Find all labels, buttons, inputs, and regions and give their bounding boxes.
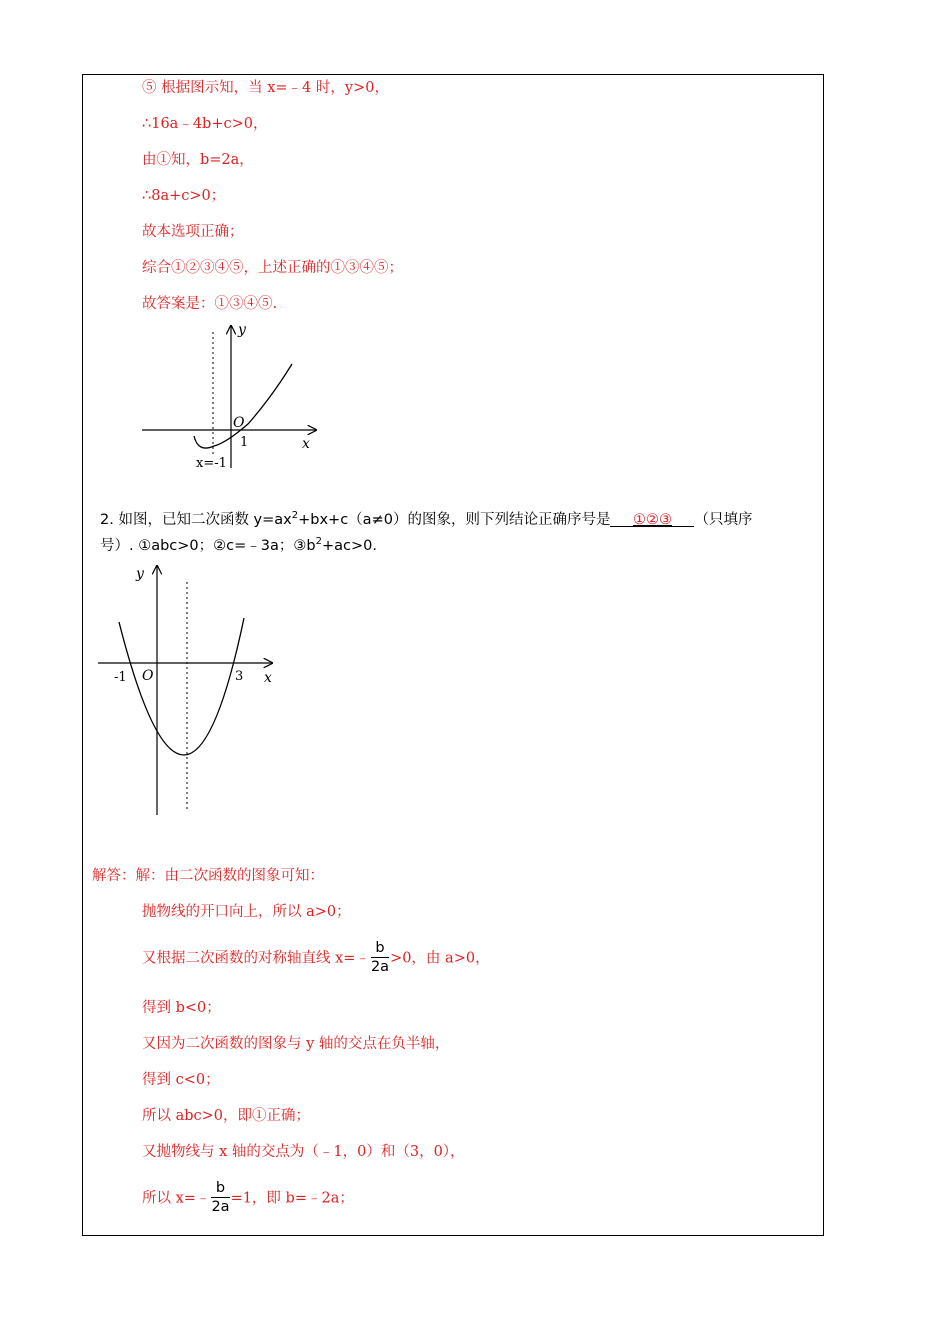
fraction-b-over-2a-2: $\frac{b}{2a}$ <box>211 1180 230 1215</box>
solution-2-line-3: 得到 b<0； <box>142 1000 221 1016</box>
answer-blank: ①②③ <box>632 511 672 528</box>
parabola-curve <box>119 618 244 755</box>
origin-label: O <box>233 415 245 431</box>
question-2-line-1: 2. 如图，已知二次函数 $y=ax^2+bx+c(a\ne 0)$的图象，则下列结论正确序号是 ①②③ （只填序 <box>100 510 753 528</box>
solution-intro: 解答：解：由二次函数的图象可知： <box>92 868 324 884</box>
solution-2-line-8: 所以 x=﹣ $\frac{b}{2a}$ =1，即 b=﹣2a； <box>142 1180 354 1215</box>
pos-intercept-label: 3 <box>235 669 244 684</box>
fraction-b-over-2a: $\frac{b}{2a}$ <box>370 940 390 975</box>
solution-2-line-4: 又因为二次函数的图象与 y 轴的交点在负半轴， <box>142 1036 450 1052</box>
y-label: y <box>238 322 246 338</box>
solution-line-4: ∴8a+c>0； <box>142 188 226 204</box>
solution-2-line-5: 得到 c<0； <box>142 1072 220 1088</box>
solution-line-6: 综合①②③④⑤，上述正确的①③④⑤； <box>142 260 403 276</box>
x-label: x <box>302 436 310 452</box>
solution-line-2: ∴16a﹣4b+c>0， <box>142 116 268 132</box>
solution-line-1: ⑤ 根据图示知，当 x=﹣4 时，y>0， <box>142 80 389 96</box>
solution-line-3: 由①知，b=2a， <box>142 152 254 168</box>
question-2-line-2: 号）. ①abc>0；②c=﹣3a；$③b^2+ac>0$. <box>100 536 377 554</box>
solution-2-line-6: 所以 abc>0，即①正确； <box>142 1108 311 1124</box>
x-label: x <box>264 670 272 686</box>
solution-line-7: 故答案是：①③④⑤. <box>142 296 278 312</box>
origin-label: O <box>142 668 154 684</box>
neg-intercept-label: -1 <box>114 670 127 685</box>
parabola-graph-1 <box>136 318 326 478</box>
solution-2-line-7: 又抛物线与 x 轴的交点为（﹣1，0）和（3，0）， <box>142 1144 465 1160</box>
tick-label-1: 1 <box>240 435 249 450</box>
solution-2-line-1: 抛物线的开口向上，所以 a>0； <box>142 904 351 920</box>
symmetry-label: x=-1 <box>196 456 227 471</box>
solution-line-5: 故本选项正确； <box>142 224 244 240</box>
y-label: y <box>136 566 144 582</box>
solution-2-line-2: 又根据二次函数的对称轴直线 x=﹣ $\frac{b}{2a}$ >0，由 a>0， <box>142 940 490 975</box>
parabola-graph-2 <box>92 560 288 822</box>
